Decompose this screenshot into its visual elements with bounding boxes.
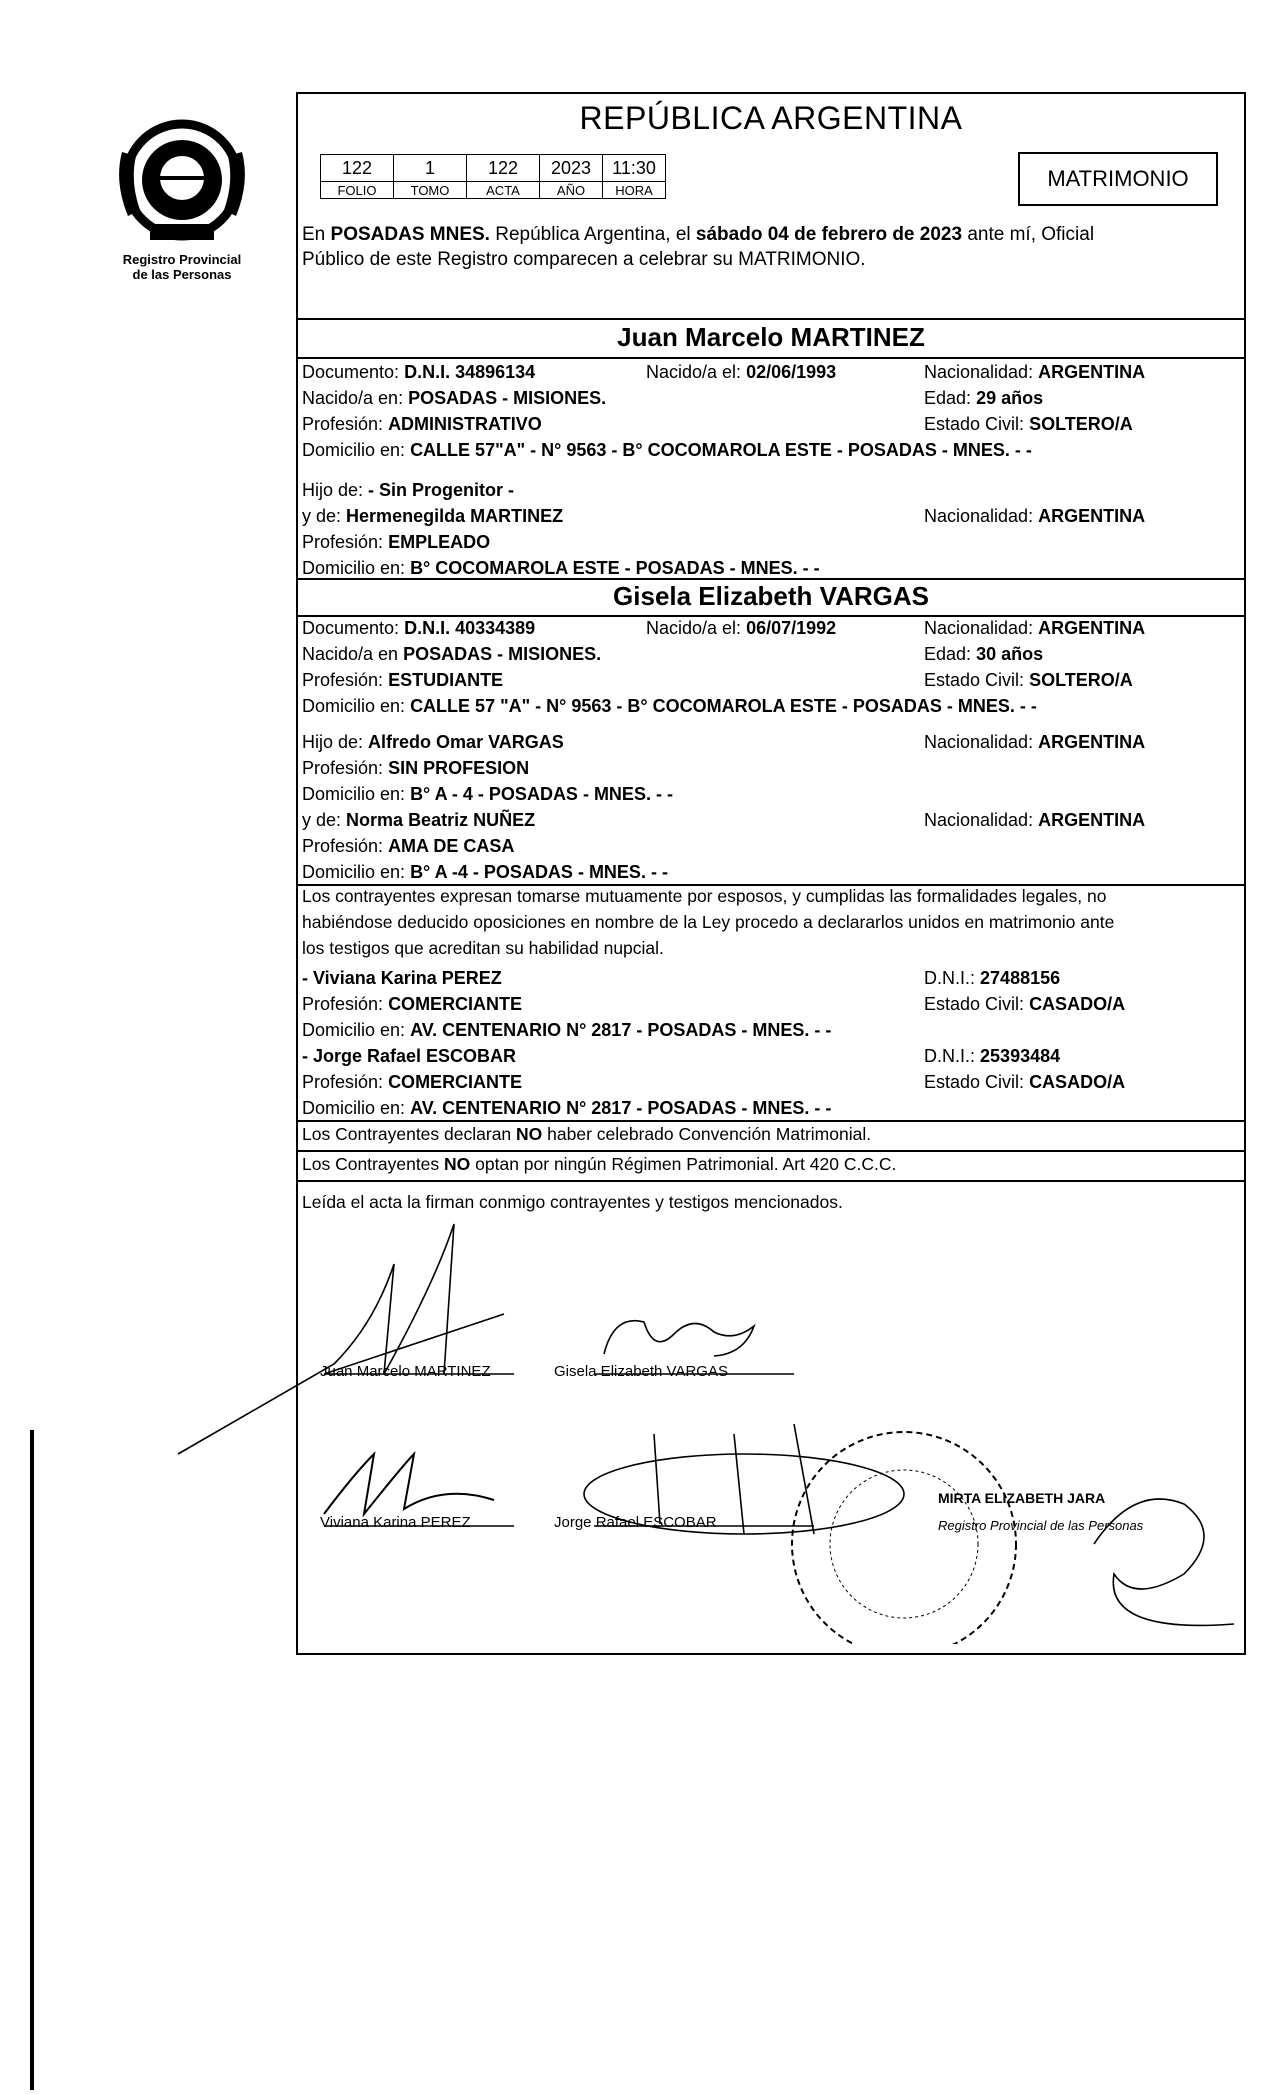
divider xyxy=(298,1150,1244,1152)
year-value: 2023 xyxy=(540,155,603,182)
tomo-label: TOMO xyxy=(394,182,467,199)
year-label: AÑO xyxy=(540,182,603,199)
signature-label-spouse2: Gisela Elizabeth VARGAS xyxy=(554,1363,728,1380)
scan-edge-bar xyxy=(30,1430,34,2090)
spouse2-father-address: Domicilio en: B° A - 4 - POSADAS - MNES. - - xyxy=(302,784,673,804)
divider xyxy=(298,615,1244,617)
spouse2-address: Domicilio en: CALLE 57 "A" - N° 9563 - B° COCOMAROLA ESTE - POSADAS - MNES. - - xyxy=(302,696,1037,716)
folio-value: 122 xyxy=(321,155,394,182)
logo-caption xyxy=(112,252,252,282)
spouse1-name: Juan Marcelo MARTINEZ xyxy=(617,322,925,352)
document-type-box: MATRIMONIO xyxy=(1018,152,1218,206)
spouse2-father: Hijo de: Alfredo Omar VARGAS Nacionalidad: ARGENTINA xyxy=(302,732,1146,752)
folio-label: FOLIO xyxy=(321,182,394,199)
provincial-seal-icon xyxy=(112,112,252,252)
registry-table xyxy=(320,154,666,199)
divider xyxy=(298,357,1244,359)
acta-label: ACTA xyxy=(467,182,540,199)
signature-label-spouse1: Juan Marcelo MARTINEZ xyxy=(320,1363,491,1380)
spouse1-father: Hijo de: - Sin Progenitor - xyxy=(302,480,515,500)
spouse2-doc-row: Documento: D.N.I. 40334389 Nacido/a el: 06/07/1992 Nacionalidad: ARGENTINA xyxy=(302,618,1146,638)
hour-value: 11:30 xyxy=(603,155,666,182)
convention-line-2: Los Contrayentes NO optan por ningún Régimen Patrimonial. Art 420 C.C.C. xyxy=(302,1154,897,1174)
spouse1-address: Domicilio en: CALLE 57"A" - N° 9563 - B° COCOMAROLA ESTE - POSADAS - MNES. - - xyxy=(302,440,1032,460)
intro-line-2: Público de este Registro comparecen a celebrar su MATRIMONIO. xyxy=(302,249,866,270)
acta-value: 122 xyxy=(467,155,540,182)
divider xyxy=(298,318,1244,320)
spouse1-doc-row: Documento: D.N.I. 34896134 Nacido/a el: 02/06/1993 Nacionalidad: ARGENTINA xyxy=(302,362,1146,382)
convention-line-1: Los Contrayentes declaran NO haber celebrado Convención Matrimonial. xyxy=(302,1124,872,1144)
signature-label-witness1: Viviana Karina PEREZ xyxy=(320,1514,471,1531)
signature-label-witness2: Jorge Rafael ESCOBAR xyxy=(554,1514,717,1531)
spouse1-mother-address: Domicilio en: B° COCOMAROLA ESTE - POSADAS - MNES. - - xyxy=(302,558,820,578)
declaration-line-3: los testigos que acreditan su habilidad nupcial. xyxy=(302,938,664,958)
divider xyxy=(298,578,1244,580)
hour-label: HORA xyxy=(603,182,666,199)
spouse1-birth-row: Nacido/a en: POSADAS - MISIONES. Edad: 29 años xyxy=(302,388,1044,408)
official-title: Registro Provincial de las Personas xyxy=(938,1518,1144,1533)
spouse2-mother-address: Domicilio en: B° A -4 - POSADAS - MNES. - - xyxy=(302,862,668,882)
spouse2-father-prof: Profesión: SIN PROFESION xyxy=(302,758,530,778)
country-title: REPÚBLICA ARGENTINA xyxy=(579,100,963,136)
signatures-drawing xyxy=(174,1204,1244,1644)
divider xyxy=(298,1120,1244,1122)
spouse2-prof-row: Profesión: ESTUDIANTE Estado Civil: SOLTERO/A xyxy=(302,670,1133,690)
registry-logo xyxy=(112,112,252,292)
declaration-line-2: habiéndose deducido oposiciones en nombre de la Ley procedo a declararlos unidos en matrimonio ante xyxy=(302,912,1115,932)
divider xyxy=(298,1180,1244,1182)
spouse1-mother: y de: Hermenegilda MARTINEZ Nacionalidad: ARGENTINA xyxy=(302,506,1146,526)
spouse2-birth-row: Nacido/a en POSADAS - MISIONES. Edad: 30 años xyxy=(302,644,1044,664)
official-name: MIRTA ELIZABETH JARA xyxy=(938,1490,1106,1506)
logo-line-2: de las Personas xyxy=(132,267,232,282)
witness2-name-row: - Jorge Rafael ESCOBAR D.N.I.: 25393484 xyxy=(302,1046,1061,1066)
witness1-name-row: - Viviana Karina PEREZ D.N.I.: 27488156 xyxy=(302,968,1061,988)
witness1-prof-row: Profesión: COMERCIANTE Estado Civil: CASADO/A xyxy=(302,994,1126,1014)
logo-line-1: Registro Provincial xyxy=(122,252,242,267)
spouse1-prof-row: Profesión: ADMINISTRATIVO Estado Civil: SOLTERO/A xyxy=(302,414,1133,434)
signatures-intro: Leída el acta la firman conmigo contrayentes y testigos mencionados. xyxy=(302,1192,843,1212)
spouse1-mother-prof: Profesión: EMPLEADO xyxy=(302,532,491,552)
tomo-value: 1 xyxy=(394,155,467,182)
spouse2-mother: y de: Norma Beatriz NUÑEZ Nacionalidad: ARGENTINA xyxy=(302,810,1146,830)
marriage-certificate xyxy=(296,92,1246,1655)
spouse2-mother-prof: Profesión: AMA DE CASA xyxy=(302,836,515,856)
spouse2-name: Gisela Elizabeth VARGAS xyxy=(613,581,929,611)
intro-line-1: En POSADAS MNES. República Argentina, el sábado 04 de febrero de 2023 ante mí, Oficial xyxy=(302,224,1095,245)
witness2-address: Domicilio en: AV. CENTENARIO N° 2817 - POSADAS - MNES. - - xyxy=(302,1098,832,1118)
witness2-prof-row: Profesión: COMERCIANTE Estado Civil: CASADO/A xyxy=(302,1072,1126,1092)
declaration-line-1: Los contrayentes expresan tomarse mutuamente por esposos, y cumplidas las formalidades legales, no xyxy=(302,886,1107,906)
witness1-address: Domicilio en: AV. CENTENARIO N° 2817 - POSADAS - MNES. - - xyxy=(302,1020,832,1040)
